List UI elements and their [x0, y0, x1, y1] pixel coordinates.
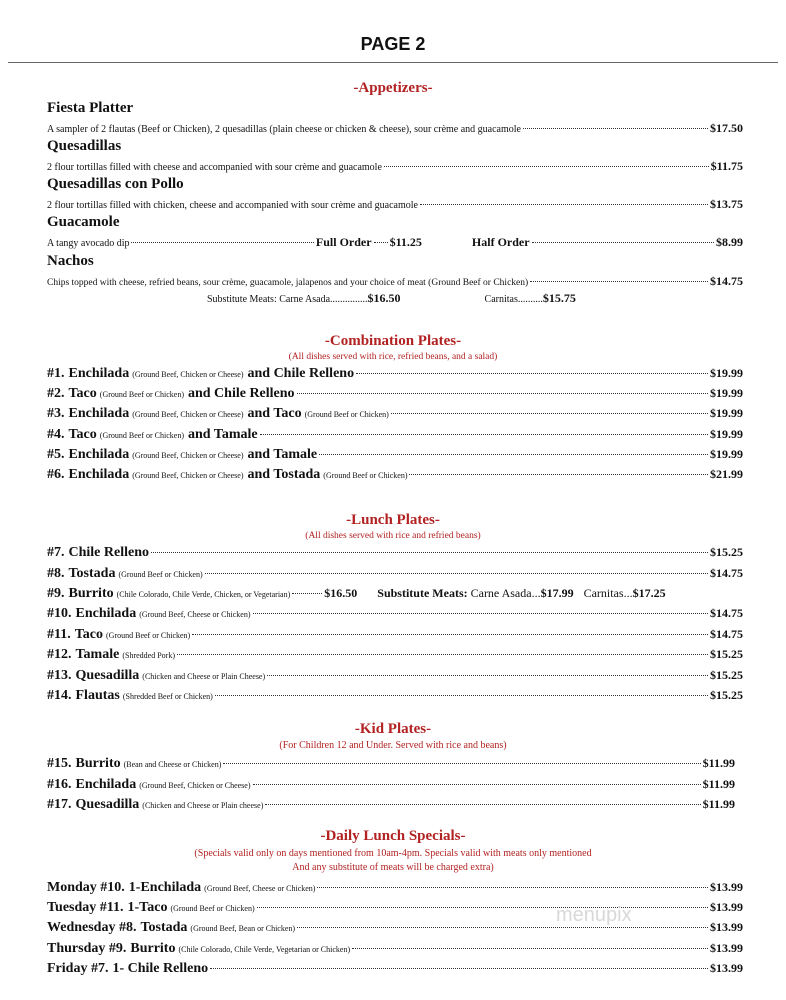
specials-title: -Daily Lunch Specials-	[320, 828, 466, 844]
sub-label-carnitas: Carnitas	[484, 294, 518, 305]
item-desc: 2 flour tortillas filled with chicken, cheese and accompanied with sour crème and guacamole	[47, 200, 418, 211]
item-desc: A tangy avocado dip	[47, 238, 130, 249]
sub-price-carnitas: $15.75	[542, 291, 576, 305]
lunch-row-10: #10. Enchilada (Ground Beef, Cheese or Chicken) $14.75	[47, 606, 743, 621]
lunch-row-7: #7. Chile Relleno $15.25	[47, 545, 743, 560]
special-tuesday: Tuesday #11. 1-Taco (Ground Beef or Chicken) $13.99	[47, 900, 743, 915]
sub-price-carne-asada: $16.50	[367, 291, 401, 305]
item-price: $14.75	[710, 274, 743, 288]
nachos-line	[47, 274, 743, 289]
item-quesadillas: Quesadillas	[47, 138, 122, 154]
kid-row-17: #17. Quesadilla (Chicken and Cheese or Plain cheese) $11.99	[47, 797, 735, 812]
nachos-substitute-meats: Substitute Meats: Carne Asada...............$16.50 Carnitas..........$15.75	[207, 291, 576, 305]
leader-dots	[420, 204, 708, 205]
combo-row-6: #6. Enchilada (Ground Beef, Chicken or Cheese) and Tostada (Ground Beef or Chicken) $21.99	[47, 467, 743, 482]
header-divider	[8, 62, 778, 63]
watermark-logo: menupix	[556, 904, 632, 926]
combo-row-2: #2. Taco (Ground Beef or Chicken) and Chile Relleno $19.99	[47, 386, 743, 401]
special-thursday: Thursday #9. Burrito (Chile Colorado, Chile Verde, Vegetarian or Chicken) $13.99	[47, 941, 743, 956]
item-desc: Chips topped with cheese, refried beans, sour crème, guacamole, jalapenos and your choice of meat (Ground Beef or Chicken)	[47, 278, 529, 288]
specials-note-2: And any substitute of meats will be charged extra)	[292, 862, 494, 873]
lunch-row-13: #13. Quesadilla (Chicken and Cheese or Plain Cheese) $15.25	[47, 668, 743, 683]
combo-row-1: #1. Enchilada (Ground Beef, Chicken or Cheese) and Chile Relleno $19.99	[47, 366, 743, 381]
lunch-row-14: #14. Flautas (Shredded Beef or Chicken) $15.25	[47, 688, 743, 703]
leader-dots	[523, 128, 708, 129]
specials-note-1: (Specials valid only on days mentioned from 10am-4pm. Specials valid with meats only mentioned	[194, 848, 592, 859]
kid-row-16: #16. Enchilada (Ground Beef, Chicken or Cheese) $11.99	[47, 777, 735, 792]
guacamole-line	[47, 235, 743, 250]
special-monday: Monday #10. 1-Enchilada (Ground Beef, Cheese or Chicken) $13.99	[47, 880, 743, 895]
appetizers-title: -Appetizers-	[353, 80, 433, 96]
page-title: PAGE 2	[360, 34, 426, 54]
item-fiesta-platter: Fiesta Platter	[47, 100, 134, 116]
item-guacamole: Guacamole	[47, 214, 120, 230]
lunch-row-8: #8. Tostada (Ground Beef or Chicken) $14.75	[47, 566, 743, 581]
sub-label: Substitute Meats: Carne Asada	[207, 294, 331, 305]
kid-note: (For Children 12 and Under. Served with rice and beans)	[279, 740, 507, 751]
item-nachos: Nachos	[47, 253, 94, 269]
item-price: $11.75	[710, 159, 743, 173]
combo-row-3: #3. Enchilada (Ground Beef, Chicken or Cheese) and Taco (Ground Beef or Chicken) $19.99	[47, 406, 743, 421]
lunch-row-11: #11. Taco (Ground Beef or Chicken) $14.75	[47, 627, 743, 642]
lunch-title: -Lunch Plates-	[346, 512, 440, 528]
leader-dots	[384, 166, 709, 167]
lunch-row-9: #9. Burrito (Chile Colorado, Chile Verde, Chicken, or Vegetarian) $16.50 Substitute Meats: Carne Asada... $17.99 Carnitas... $17.25	[47, 586, 666, 601]
kid-row-15: #15. Burrito (Bean and Cheese or Chicken) $11.99	[47, 756, 735, 771]
fiesta-platter-line	[47, 121, 743, 136]
quesadillas-con-pollo-line	[47, 197, 743, 212]
leader-dots	[131, 242, 313, 243]
special-wednesday: Wednesday #8. Tostada (Ground Beef, Bean or Chicken) $13.99	[47, 920, 743, 935]
full-order-price: $11.25	[389, 235, 422, 249]
full-order-label: Full Order	[315, 235, 372, 249]
half-order-price: $8.99	[716, 235, 743, 249]
combination-note: (All dishes served with rice, refried beans, and a salad)	[288, 352, 498, 362]
leader-dots	[532, 242, 714, 243]
leader-dots	[530, 281, 708, 282]
lunch-row-12: #12. Tamale (Shredded Pork) $15.25	[47, 647, 743, 662]
combination-title: -Combination Plates-	[324, 333, 462, 349]
combo-row-5: #5. Enchilada (Ground Beef, Chicken or Cheese) and Tamale $19.99	[47, 447, 743, 462]
combo-row-4: #4. Taco (Ground Beef or Chicken) and Tamale $19.99	[47, 427, 743, 442]
special-friday: Friday #7. 1- Chile Relleno $13.99	[47, 961, 743, 976]
item-desc: A sampler of 2 flautas (Beef or Chicken), 2 quesadillas (plain cheese or chicken & cheese), sour crème and guacamole	[47, 124, 521, 135]
item-quesadillas-con-pollo: Quesadillas con Pollo	[47, 176, 184, 192]
quesadillas-line	[47, 159, 743, 174]
kid-title: -Kid Plates-	[354, 721, 432, 737]
lunch-note: (All dishes served with rice and refried beans)	[305, 531, 481, 541]
half-order-label: Half Order	[471, 235, 530, 249]
leader-dots	[374, 242, 388, 243]
item-desc: 2 flour tortillas filled with cheese and accompanied with sour crème and guacamole	[47, 162, 382, 173]
item-price: $17.50	[710, 121, 743, 135]
item-price: $13.75	[710, 197, 743, 211]
